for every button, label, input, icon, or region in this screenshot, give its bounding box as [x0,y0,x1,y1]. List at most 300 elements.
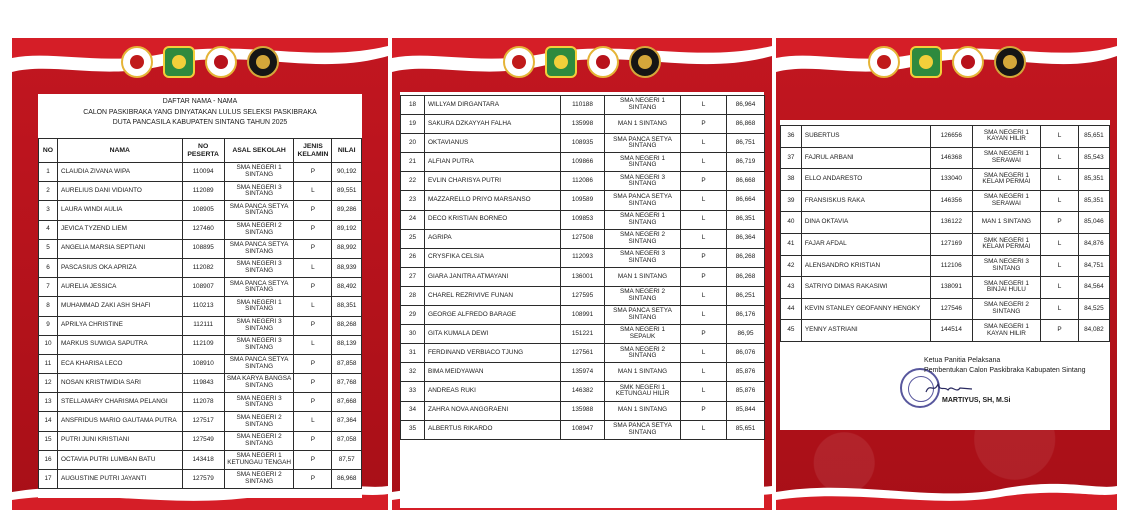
gender: L [681,153,727,172]
row-number: 17 [39,470,58,489]
participant-id: 143418 [182,450,224,469]
school-name: SMA NEGERI 2 SINTANG [224,431,294,450]
participant-name: AURELIA JESSICA [58,278,183,297]
participant-id: 127460 [182,220,224,239]
participant-name: OKTAVIANUS [425,134,561,153]
participant-name: GITA KUMALA DEWI [425,325,561,344]
participant-id: 146368 [930,147,972,169]
score: 86,251 [727,286,765,305]
school-name: SMA NEGERI 3 SINTANG [224,316,294,335]
participant-name: CRYSFIKA CELSIA [425,248,561,267]
participant-id: 108905 [182,201,224,220]
school-name: MAN 1 SINTANG [972,212,1041,234]
logo-row [12,46,388,78]
participant-id: 136122 [930,212,972,234]
row-number: 1 [39,163,58,182]
participant-id: 112078 [182,393,224,412]
gender: P [681,248,727,267]
table-row [401,191,765,210]
participant-id: 135998 [561,115,605,134]
participant-id: 136001 [561,267,605,286]
table-row [39,163,362,182]
gender: L [1041,233,1078,255]
paskibraka-emblem-icon [587,46,619,78]
school-name: SMA NEGERI 3 SINTANG [605,248,681,267]
gender: P [294,220,332,239]
gender: P [294,201,332,220]
row-number: 2 [39,182,58,201]
school-name: SMA NEGERI 3 SINTANG [224,258,294,277]
row-number: 3 [39,201,58,220]
table-row [781,147,1110,169]
school-name: SMA KARYA BANGSA SINTANG [224,374,294,393]
score: 88,139 [332,335,362,354]
gender: L [1041,169,1078,191]
participant-table-3 [780,125,1110,342]
gender: L [681,191,727,210]
participant-name: ELLO ANDARESTO [801,169,930,191]
row-number: 44 [781,298,802,320]
gender: P [681,172,727,191]
gender: P [294,450,332,469]
gender: L [294,258,332,277]
flag-wave-bottom [776,478,1117,510]
participant-id: 109589 [561,191,605,210]
school-name: SMA NEGERI 1 SINTANG [605,96,681,115]
row-number: 26 [401,248,425,267]
score: 87,668 [332,393,362,412]
row-number: 28 [401,286,425,305]
row-number: 4 [39,220,58,239]
participant-id: 108991 [561,306,605,325]
score: 86,076 [727,344,765,363]
paskibraka-emblem-icon [205,46,237,78]
gender: P [1041,212,1078,234]
row-number: 27 [401,267,425,286]
gender: L [681,229,727,248]
school-name: SMA NEGERI 3 SINTANG [972,255,1041,277]
participant-id: 109866 [561,153,605,172]
participant-name: ANSFRIDUS MARIO GAUTAMA PUTRA [58,412,183,431]
table-row [39,297,362,316]
row-number: 38 [781,169,802,191]
gender: L [1041,277,1078,299]
participant-id: 108935 [561,134,605,153]
row-number: 31 [401,344,425,363]
school-name: SMA PANCA SETYA SINTANG [605,191,681,210]
score: 86,351 [727,210,765,229]
table-row [401,115,765,134]
score: 84,525 [1078,298,1109,320]
garuda-emblem-icon [121,46,153,78]
score: 86,968 [332,470,362,489]
table-row [401,363,765,382]
participant-name: APRILYA CHRISTINE [58,316,183,335]
school-name: SMA NEGERI 1 SINTANG [605,153,681,172]
score: 88,939 [332,258,362,277]
school-name: SMA NEGERI 2 SINTANG [224,470,294,489]
row-number: 39 [781,190,802,212]
score: 85,876 [727,382,765,401]
score: 85,351 [1078,190,1109,212]
row-number: 5 [39,239,58,258]
participant-name: CLAUDIA ZIVANA WIPA [58,163,183,182]
table-row [401,306,765,325]
poster-page-2 [392,38,772,510]
row-number: 8 [39,297,58,316]
gender: L [1041,255,1078,277]
list-sheet-2 [400,92,764,508]
school-name: SMA NEGERI 1 KETUNGAU TENGAH [224,450,294,469]
table-row [401,325,765,344]
signature-line-1: Ketua Panitia Pelaksana [924,357,1001,364]
participant-name: SAKURA DZKAYYAH FALHA [425,115,561,134]
regency-emblem-icon [910,46,942,78]
school-name: SMA NEGERI 2 SINTANG [605,229,681,248]
gender: L [294,412,332,431]
participant-id: 127549 [182,431,224,450]
table-row [401,286,765,305]
table-row [781,212,1110,234]
row-number: 13 [39,393,58,412]
table-row [401,344,765,363]
participant-name: FAJRUL ARBANI [801,147,930,169]
participant-name: WILLYAM DIRGANTARA [425,96,561,115]
score: 86,95 [727,325,765,344]
school-name: SMA NEGERI 1 BINJAI HULU [972,277,1041,299]
school-name: SMA NEGERI 2 SINTANG [224,412,294,431]
header-line-1: DAFTAR NAMA - NAMA [162,98,238,105]
score: 86,751 [727,134,765,153]
duta-pancasila-emblem-icon [994,46,1026,78]
row-number: 30 [401,325,425,344]
row-number: 9 [39,316,58,335]
participant-name: MAZZARELLO PRIYO MARSANSO [425,191,561,210]
school-name: SMK NEGERI 1 KELAM PERMAI [972,233,1041,255]
table-row [401,382,765,401]
school-name: SMA PANCA SETYA SINTANG [605,134,681,153]
list-sheet-1 [38,94,362,498]
participant-name: ANDREAS RUKI [425,382,561,401]
participant-name: AURELIUS DANI VIDIANTO [58,182,183,201]
participant-id: 110213 [182,297,224,316]
regency-emblem-icon [163,46,195,78]
gender: P [294,278,332,297]
col-header-nilai: NILAI [332,139,362,163]
participant-id: 112106 [930,255,972,277]
score: 89,551 [332,182,362,201]
score: 86,268 [727,267,765,286]
participant-id: 112111 [182,316,224,335]
participant-name: AGRIPA [425,229,561,248]
list-sheet-3 [780,120,1110,430]
gender: L [681,134,727,153]
gender: P [294,239,332,258]
score: 85,844 [727,401,765,420]
participant-id: 127561 [561,344,605,363]
row-number: 15 [39,431,58,450]
participant-name: ALBERTUS RIKARDO [425,420,561,439]
table-row [401,248,765,267]
participant-name: AUGUSTINE PUTRI JAYANTI [58,470,183,489]
table-row [401,420,765,439]
score: 85,543 [1078,147,1109,169]
duta-pancasila-emblem-icon [629,46,661,78]
gender: P [681,267,727,286]
participant-id: 110188 [561,96,605,115]
gender: L [1041,147,1078,169]
school-name: SMA NEGERI 2 SINTANG [605,286,681,305]
school-name: SMA PANCA SETYA SINTANG [224,239,294,258]
school-name: SMA NEGERI 2 SINTANG [224,220,294,239]
table-row [401,96,765,115]
participant-name: FERDINAND VERBIACO TJUNG [425,344,561,363]
school-name: SMA NEGERI 1 SINTANG [224,297,294,316]
gender: L [681,286,727,305]
participant-id: 108947 [561,420,605,439]
row-number: 22 [401,172,425,191]
participant-name: MUHAMMAD ZAKI ASH SHAFI [58,297,183,316]
signatory-name: MARTIYUS, SH, M.Si [942,396,1011,404]
school-name: SMA NEGERI 1 SINTANG [224,163,294,182]
participant-id: 110094 [182,163,224,182]
signature-line-2: Pembentukan Calon Paskibraka Kabupaten Sintang [924,366,1086,374]
poster-page-3 [776,38,1117,510]
score: 85,876 [727,363,765,382]
gender: L [294,297,332,316]
participant-id: 146382 [561,382,605,401]
table-row [781,190,1110,212]
row-number: 41 [781,233,802,255]
participant-name: PUTRI JUNI KRISTIANI [58,431,183,450]
score: 84,564 [1078,277,1109,299]
gender: P [681,325,727,344]
row-number: 20 [401,134,425,153]
table-row [39,220,362,239]
score: 86,668 [727,172,765,191]
school-name: SMA PANCA SETYA SINTANG [605,306,681,325]
participant-id: 108895 [182,239,224,258]
participant-name: LAURA WINDI AULIA [58,201,183,220]
gender: P [294,163,332,182]
regency-emblem-icon [545,46,577,78]
col-header-nama: NAMA [58,139,183,163]
table-row [401,210,765,229]
row-number: 42 [781,255,802,277]
table-row [401,229,765,248]
score: 86,868 [727,115,765,134]
row-number: 43 [781,277,802,299]
participant-name: FAJAR AFDAL [801,233,930,255]
school-name: SMA NEGERI 1 SERAWAI [972,147,1041,169]
participant-name: FRANSISKUS RAKA [801,190,930,212]
school-name: SMA NEGERI 2 SINTANG [605,344,681,363]
row-number: 16 [39,450,58,469]
participant-id: 108907 [182,278,224,297]
school-name: SMA NEGERI 3 SINTANG [224,335,294,354]
participant-name: YENNY ASTRIANI [801,320,930,342]
score: 85,651 [727,420,765,439]
participant-id: 109853 [561,210,605,229]
score: 87,364 [332,412,362,431]
table-row [39,316,362,335]
score: 87,058 [332,431,362,450]
row-number: 7 [39,278,58,297]
school-name: MAN 1 SINTANG [605,115,681,134]
table-row [39,374,362,393]
score: 86,964 [727,96,765,115]
table-row [781,255,1110,277]
participant-id: 135988 [561,401,605,420]
gender: L [1041,190,1078,212]
participant-name: DECO KRISTIAN BORNEO [425,210,561,229]
table-row [39,258,362,277]
participant-name: SUBERTUS [801,126,930,148]
participant-id: 127595 [561,286,605,305]
score: 87,768 [332,374,362,393]
table-row [401,153,765,172]
school-name: SMA NEGERI 1 KAYAN HILIR [972,126,1041,148]
participant-name: EVLIN CHARISYA PUTRI [425,172,561,191]
row-number: 29 [401,306,425,325]
col-header-kelamin: JENIS KELAMIN [294,139,332,163]
school-name: SMA NEGERI 1 SERAWAI [972,190,1041,212]
participant-id: 112109 [182,335,224,354]
participant-name: GEORGE ALFREDO BARAGE [425,306,561,325]
participant-name: ANGELIA MARSIA SEPTIANI [58,239,183,258]
gender: L [681,363,727,382]
row-number: 34 [401,401,425,420]
participant-name: ALFIAN PUTRA [425,153,561,172]
participant-id: 146356 [930,190,972,212]
participant-id: 112086 [561,172,605,191]
score: 88,268 [332,316,362,335]
row-number: 24 [401,210,425,229]
participant-name: ALENSANDRO KRISTIAN [801,255,930,277]
school-name: MAN 1 SINTANG [605,363,681,382]
school-name: SMA PANCA SETYA SINTANG [224,354,294,373]
score: 85,351 [1078,169,1109,191]
score: 84,876 [1078,233,1109,255]
garuda-emblem-icon [868,46,900,78]
score: 86,664 [727,191,765,210]
score: 86,364 [727,229,765,248]
table-row [39,182,362,201]
table-row [781,233,1110,255]
gender: P [294,393,332,412]
gender: P [1041,320,1078,342]
col-header-peserta: NO PESERTA [182,139,224,163]
score: 86,268 [727,248,765,267]
score: 85,046 [1078,212,1109,234]
participant-name: KEVIN STANLEY GEOFANNY HENGKY [801,298,930,320]
gender: L [681,96,727,115]
table-row [39,335,362,354]
participant-id: 126656 [930,126,972,148]
row-number: 33 [401,382,425,401]
duta-pancasila-emblem-icon [247,46,279,78]
table-row [781,320,1110,342]
score: 88,351 [332,297,362,316]
school-name: MAN 1 SINTANG [605,401,681,420]
participant-id: 108910 [182,354,224,373]
participant-id: 127169 [930,233,972,255]
school-name: SMA NEGERI 3 SINTANG [224,182,294,201]
participant-name: DINA OKTAVIA [801,212,930,234]
row-number: 12 [39,374,58,393]
participant-id: 127508 [561,229,605,248]
table-row [401,172,765,191]
table-row [781,169,1110,191]
row-number: 10 [39,335,58,354]
row-number: 18 [401,96,425,115]
table-row [401,134,765,153]
participant-table-1 [38,138,362,489]
table-row [781,126,1110,148]
header-line-2: CALON PASKIBRAKA YANG DINYATAKAN LULUS SELEKSI PASKIBRAKA [83,108,317,116]
row-number: 35 [401,420,425,439]
gender: L [294,335,332,354]
gender: L [1041,126,1078,148]
gender: P [294,431,332,450]
score: 89,192 [332,220,362,239]
row-number: 23 [401,191,425,210]
gender: P [681,401,727,420]
score: 85,651 [1078,126,1109,148]
gender: L [1041,298,1078,320]
table-row [39,450,362,469]
row-number: 45 [781,320,802,342]
row-number: 14 [39,412,58,431]
gender: P [294,470,332,489]
table-row [39,239,362,258]
participant-id: 127546 [930,298,972,320]
participant-name: MARKUS SUWIGA SAPUTRA [58,335,183,354]
participant-id: 127517 [182,412,224,431]
score: 88,492 [332,278,362,297]
participant-name: GIARA JANITRA ATMAYANI [425,267,561,286]
participant-name: NOSAN KRISTIWIDIA SARI [58,374,183,393]
school-name: SMA PANCA SETYA SINTANG [224,278,294,297]
participant-id: 151221 [561,325,605,344]
row-number: 25 [401,229,425,248]
score: 86,719 [727,153,765,172]
row-number: 37 [781,147,802,169]
table-row [781,277,1110,299]
table-row [39,201,362,220]
school-name: SMA PANCA SETYA SINTANG [224,201,294,220]
gender: L [681,344,727,363]
participant-id: 133040 [930,169,972,191]
table-row [401,401,765,420]
participant-id: 127579 [182,470,224,489]
participant-name: ECA KHARISA LECO [58,354,183,373]
signature-block [924,356,1086,405]
participant-name: ZAHRA NOVA ANGGRAENI [425,401,561,420]
gender: P [294,354,332,373]
school-name: MAN 1 SINTANG [605,267,681,286]
participant-name: BIMA MEIDYAWAN [425,363,561,382]
participant-name: SATRIYO DIMAS RAKASIWI [801,277,930,299]
participant-id: 112093 [561,248,605,267]
school-name: SMA PANCA SETYA SINTANG [605,420,681,439]
table-row [39,278,362,297]
participant-name: JEVICA TYZEND LIEM [58,220,183,239]
row-number: 19 [401,115,425,134]
gender: L [681,382,727,401]
col-header-no: NO [39,139,58,163]
col-header-sekolah: ASAL SEKOLAH [224,139,294,163]
